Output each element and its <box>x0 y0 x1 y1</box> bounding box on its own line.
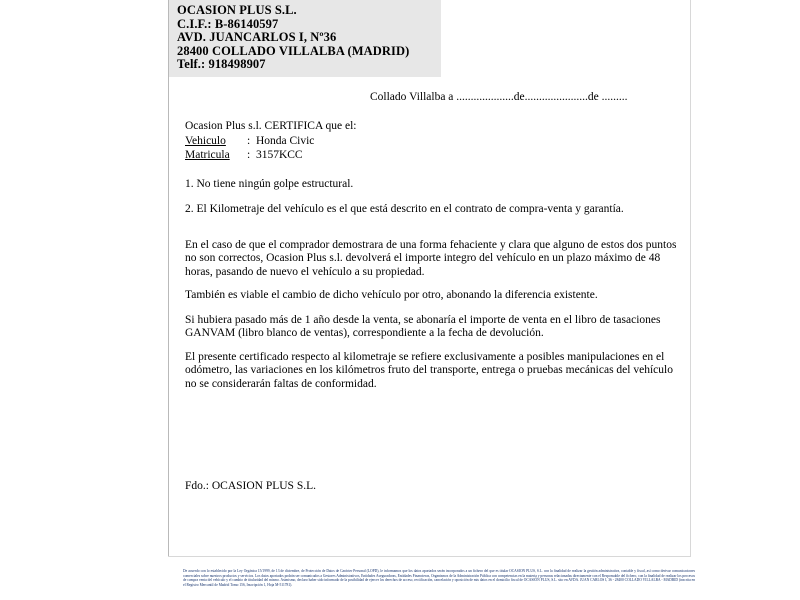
certifies-intro-line: Ocasion Plus s.l. CERTIFICA que el: <box>185 120 357 132</box>
field-plate-separator: : <box>247 149 251 161</box>
company-address-street: AVD. JUANCARLOS I, Nº36 <box>177 30 337 45</box>
legal-data-protection-notice: De acuerdo con lo establecido por la Ley Orgánica 15/1999, de 13 de diciembre, de Protección de Datos de Carácter Personal (LOPD), le informamos que los datos aportados serán incorporados a un fichero del que es titular OCASION PLUS, S.L. con la finalidad de realizar la gestión administrativa, contable y fiscal, así como derivar comunicaciones comerciales sobre nuestros productos y servicios. Los datos aportados podrán ser comunicados a Gestores Administrativos, Entidades Aseguradoras, Entidades Financieras, Organismos de la Administración Pública con competencias en la materia y personas relacionadas directamente con el Responsable del fichero, con la finalidad de realizar los procesos de compra venta del vehículo y el cambio de titularidad del mismo. Asimismo, declaro haber sido informado de la posibilidad de ejercer los derechos de acceso, rectificación, cancelación y oposición de mis datos en el domicilio fiscal de OCASIÓN PLUS, S.L. sito en AVDA. JUAN CARLOS I, 36 - 28400 COLLADO VILLALBA - MADRID (inscrita en el Registro Mercantil de Madrid Tomo 156, Inscripción 1, Hoja M-511781). <box>183 569 695 587</box>
field-vehicle-value: Honda Civic <box>255 135 315 147</box>
field-plate-value: 3157KCC <box>255 149 303 161</box>
company-address-city: 28400 COLLADO VILLALBA (MADRID) <box>177 43 410 58</box>
clause-item-2: 2. El Kilometraje del vehículo es el que está descrito en el contrato de compra-venta y garantía. <box>185 203 624 215</box>
field-vehicle-separator: : <box>247 135 251 147</box>
document-frame-bottom-rule <box>168 556 691 557</box>
document-frame-left-rule <box>168 0 169 556</box>
signature-line: Fdo.: OCASION PLUS S.L. <box>185 480 316 492</box>
paragraph-odometer-scope: El presente certificado respecto al kilometraje se refiere exclusivamente a posibles manipulaciones en el odómetro, las variaciones en los kilómetros fruto del transporte, entrega o pruebas mecánicas del vehículo no se considerarán faltas de conformidad. <box>185 351 673 390</box>
field-plate <box>185 149 303 161</box>
company-letterhead <box>169 0 441 77</box>
clause-item-1: 1. No tiene ningún golpe estructural. <box>185 178 354 190</box>
company-name: OCASION PLUS S.L. <box>177 3 297 17</box>
field-vehicle <box>185 135 314 147</box>
document-frame-right-rule <box>690 0 691 556</box>
paragraph-ganvam-valuation: Si hubiera pasado más de 1 año desde la venta, se abonaría el importe de venta en el libro de tasaciones GANVAM (libro blanco de ventas), correspondiente a la fecha de devolución. <box>185 314 661 340</box>
company-cif: C.I.F.: B-86140597 <box>177 16 279 31</box>
company-phone: Telf.: 918498907 <box>177 57 266 72</box>
place-and-date-line: Collado Villalba a ....................de......................de ......... <box>370 91 628 103</box>
paragraph-exchange-option: También es viable el cambio de dicho vehículo por otro, abonando la diferencia existente. <box>185 289 598 301</box>
field-plate-label: Matricula <box>185 149 230 161</box>
field-vehicle-label: Vehiculo <box>185 135 226 147</box>
paragraph-refund-terms: En el caso de que el comprador demostrara de una forma fehaciente y clara que alguno de estos dos puntos no son correctos, Ocasion Plus s.l. devolverá el importe integro del vehículo en un plazo máximo de 48 horas, pasando de nuevo el vehículo a su propiedad. <box>185 239 677 278</box>
